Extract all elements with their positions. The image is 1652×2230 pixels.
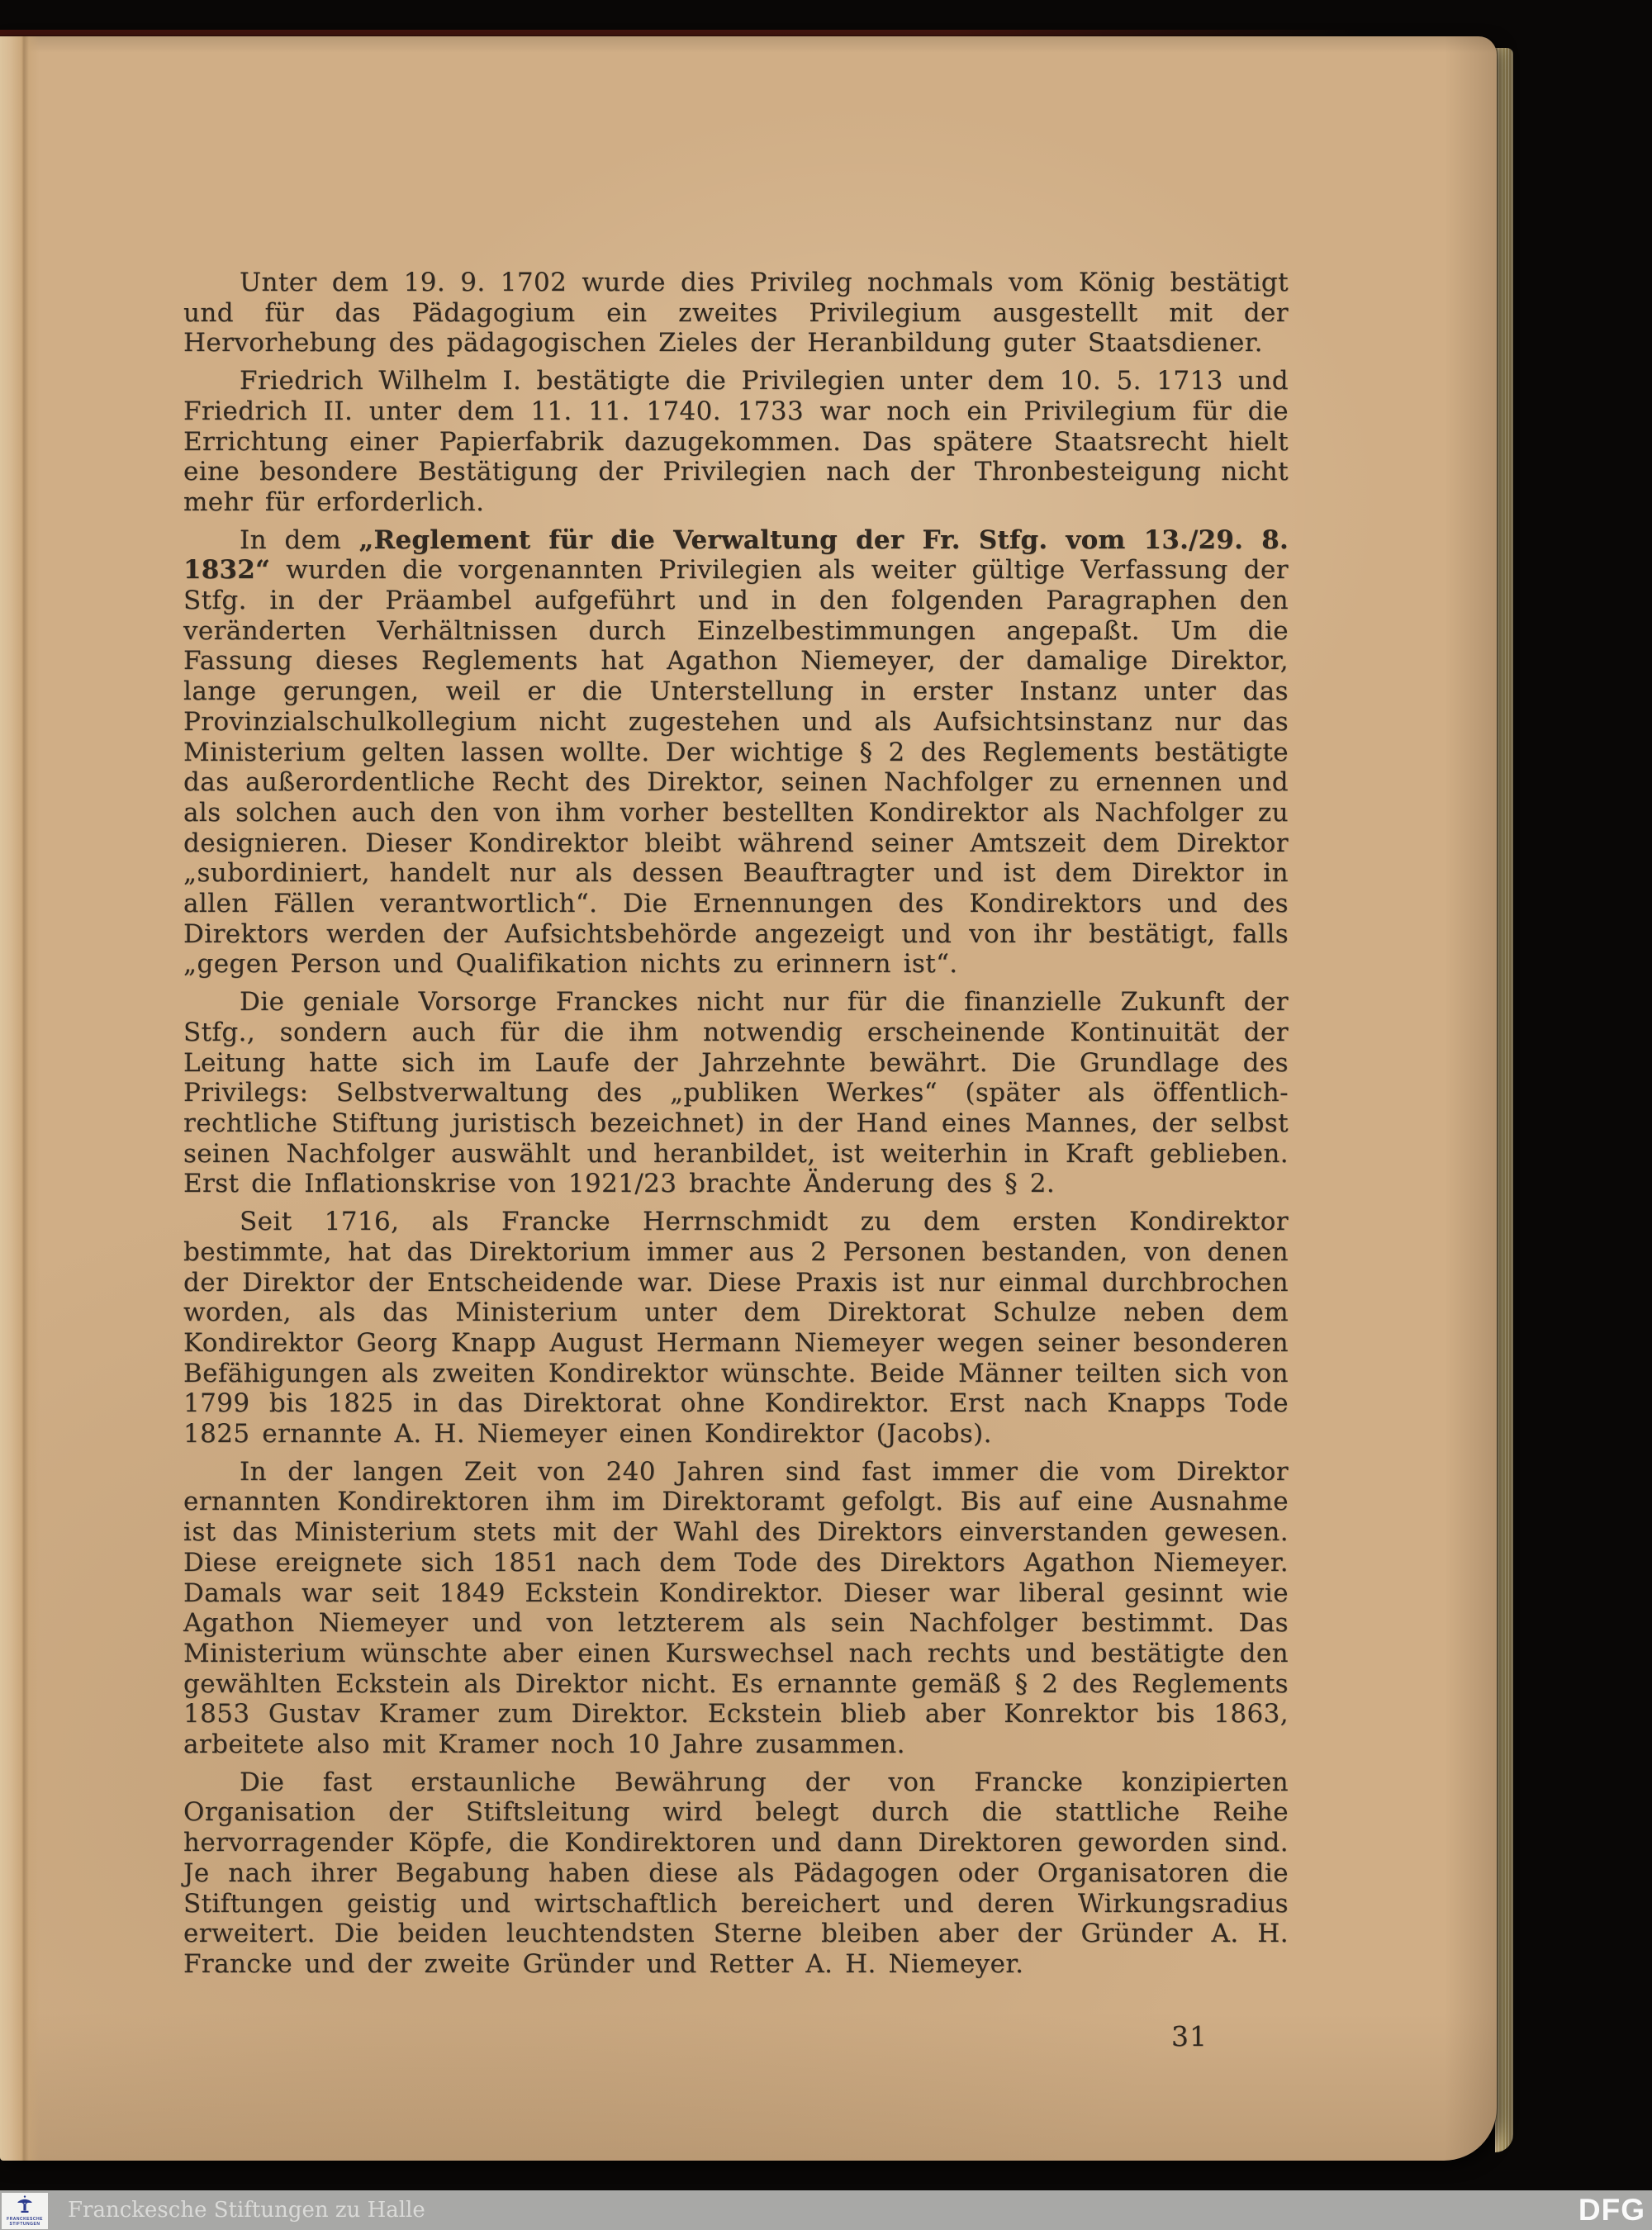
- dfg-logo: DFG: [1578, 2193, 1645, 2227]
- text-block: [183, 268, 1289, 1987]
- paragraph: [183, 1207, 1289, 1450]
- logo-text-line2: STIFTUNGEN: [9, 2222, 40, 2227]
- foundation-statue-icon: [15, 2195, 35, 2217]
- bold-run: „Reglement für die Verwaltung der Fr. Stfg. vom 13./29. 8. 1832“: [183, 524, 1289, 586]
- page-stack-edge: [1495, 48, 1513, 2152]
- text-run: Die geniale Vorsorge Franckes nicht nur für die finanzielle Zukunft der Stfg., sondern auch für die ihm notwendig erscheinende Kontinuität der Leitung hatte sich im Laufe der Jahrzehnte bewährt. Die Grundlage des Privilegs: Selbstverwaltung des „publiken Werkes“ (später als öffentlich-rechtliche Stiftung juristisch bezeichnet) in der Hand eines Mannes, der selbst seinen Nachfolger auswählt und heranbildet, ist weiterhin in Kraft geblieben. Erst die Inflationskrise von 1921/23 brachte Änderung des § 2.: [183, 987, 1289, 1199]
- text-run: Die fast erstaunliche Bewährung der von Francke konzipierten Organisation der Stiftsleitung wird belegt durch die stattliche Reihe hervorragender Köpfe, die Kondirektoren und dann Direktoren geworden sind. Je nach ihrer Begabung haben diese als Pädagogen oder Organisatoren die Stiftungen geistig und wirtschaftlich bereichert und deren Wirkungsradius erweitert. Die beiden leuchtendsten Sterne bleiben aber der Gründer A. H. Francke und der zweite Gründer und Retter A. H. Niemeyer.: [183, 1767, 1289, 1979]
- logo-text-line1: FRANCKESCHE: [7, 2217, 43, 2222]
- footer-bar: [0, 2190, 1652, 2230]
- page-number: 31: [1171, 2020, 1208, 2052]
- paragraph: [183, 268, 1289, 358]
- paragraph: [183, 1457, 1289, 1760]
- text-run: Seit 1716, als Francke Herrnschmidt zu dem ersten Kondirektor bestimmte, hat das Direktorium immer aus 2 Personen bestanden, von denen der Direktor der Entscheidende war. Diese Praxis ist nur einmal durchbrochen worden, als das Ministerium unter dem Direktorat Schulze neben dem Kondirektor Georg Knapp August Hermann Niemeyer wegen seiner besonderen Befähigungen als zweiten Kondirektor wünschte. Beide Männer teilten sich von 1799 bis 1825 in das Direktorat ohne Kondirektor. Erst nach Knapps Tode 1825 ernannte A. H. Niemeyer einen Kondirektor (Jacobs).: [183, 1207, 1289, 1450]
- text-run: Friedrich Wilhelm I. bestätigte die Privilegien unter dem 10. 5. 1713 und Friedrich II. unter dem 11. 11. 1740. 1733 war noch ein Privilegium für die Errichtung einer Papierfabrik dazugekommen. Das spätere Staatsrecht hielt eine besondere Bestätigung der Privilegien nach der Thronbesteigung nicht mehr für erforderlich.: [183, 366, 1289, 517]
- paragraph: [183, 1767, 1289, 1980]
- paragraph: [183, 525, 1289, 980]
- paragraph: [183, 987, 1289, 1199]
- franckesche-stiftungen-logo: [2, 2193, 48, 2229]
- text-run: In der langen Zeit von 240 Jahren sind fast immer die vom Direktor ernannten Kondirektoren ihm im Direktoramt gefolgt. Bis auf eine Ausnahme ist das Ministerium stets mit der Wahl des Direktors einverstanden gewesen. Diese ereignete sich 1851 nach dem Tode des Direktors Agathon Niemeyer. Damals war seit 1849 Eckstein Kondirektor. Dieser war liberal gesinnt wie Agathon Niemeyer und von letzterem als sein Nachfolger bestimmt. Das Ministerium wünschte aber einen Kurswechsel nach rechts und bestätigte den gewählten Eckstein als Direktor nicht. Es ernannte gemäß § 2 des Reglements 1853 Gustav Kramer zum Direktor. Eckstein blieb aber Konrektor bis 1863, arbeitete also mit Kramer noch 10 Jahre zusammen.: [183, 1456, 1289, 1760]
- footer-title: Franckesche Stiftungen zu Halle: [68, 2198, 425, 2223]
- paragraph: [183, 366, 1289, 518]
- text-run: wurden die vorgenannten Privilegien als weiter gültige Verfassung der Stfg. in der Präambel aufgeführt und in den folgenden Paragraphen den veränderten Verhältnissen durch Einzelbestimmungen angepaßt. Um die Fassung dieses Reglements hat Agathon Niemeyer, der damalige Direktor, lange gerungen, weil er die Unterstellung in erster Instanz unter das Provinzialschulkollegium nicht zugestehen und als Aufsichtsinstanz nur das Ministerium gelten lassen wollte. Der wichtige § 2 des Reglements bestätigte das außerordentliche Recht des Direktor, seinen Nachfolger zu ernennen und als solchen auch den von ihm vorher bestellten Kondirektor als Nachfolger zu designieren. Dieser Kondirektor bleibt während seiner Amtszeit dem Direktor „subordiniert, handelt nur als dessen Beauftragter und ist dem Direktor in allen Fällen verantwortlich“. Die Ernennungen des Kondirektors und des Direktors werden der Aufsichtsbehörde angezeigt und von ihr bestätigt, falls „gegen Person und Qualifikation nichts zu erinnern ist“.: [183, 555, 1289, 980]
- text-run: Unter dem 19. 9. 1702 wurde dies Privileg nochmals vom König bestätigt und für das Pädagogium ein zweites Privilegium ausgestellt mit der Hervorhebung des pädagogischen Zieles der Heranbildung guter Staatsdiener.: [183, 268, 1289, 358]
- book-page: [0, 36, 1497, 2161]
- text-run: In dem: [240, 524, 359, 555]
